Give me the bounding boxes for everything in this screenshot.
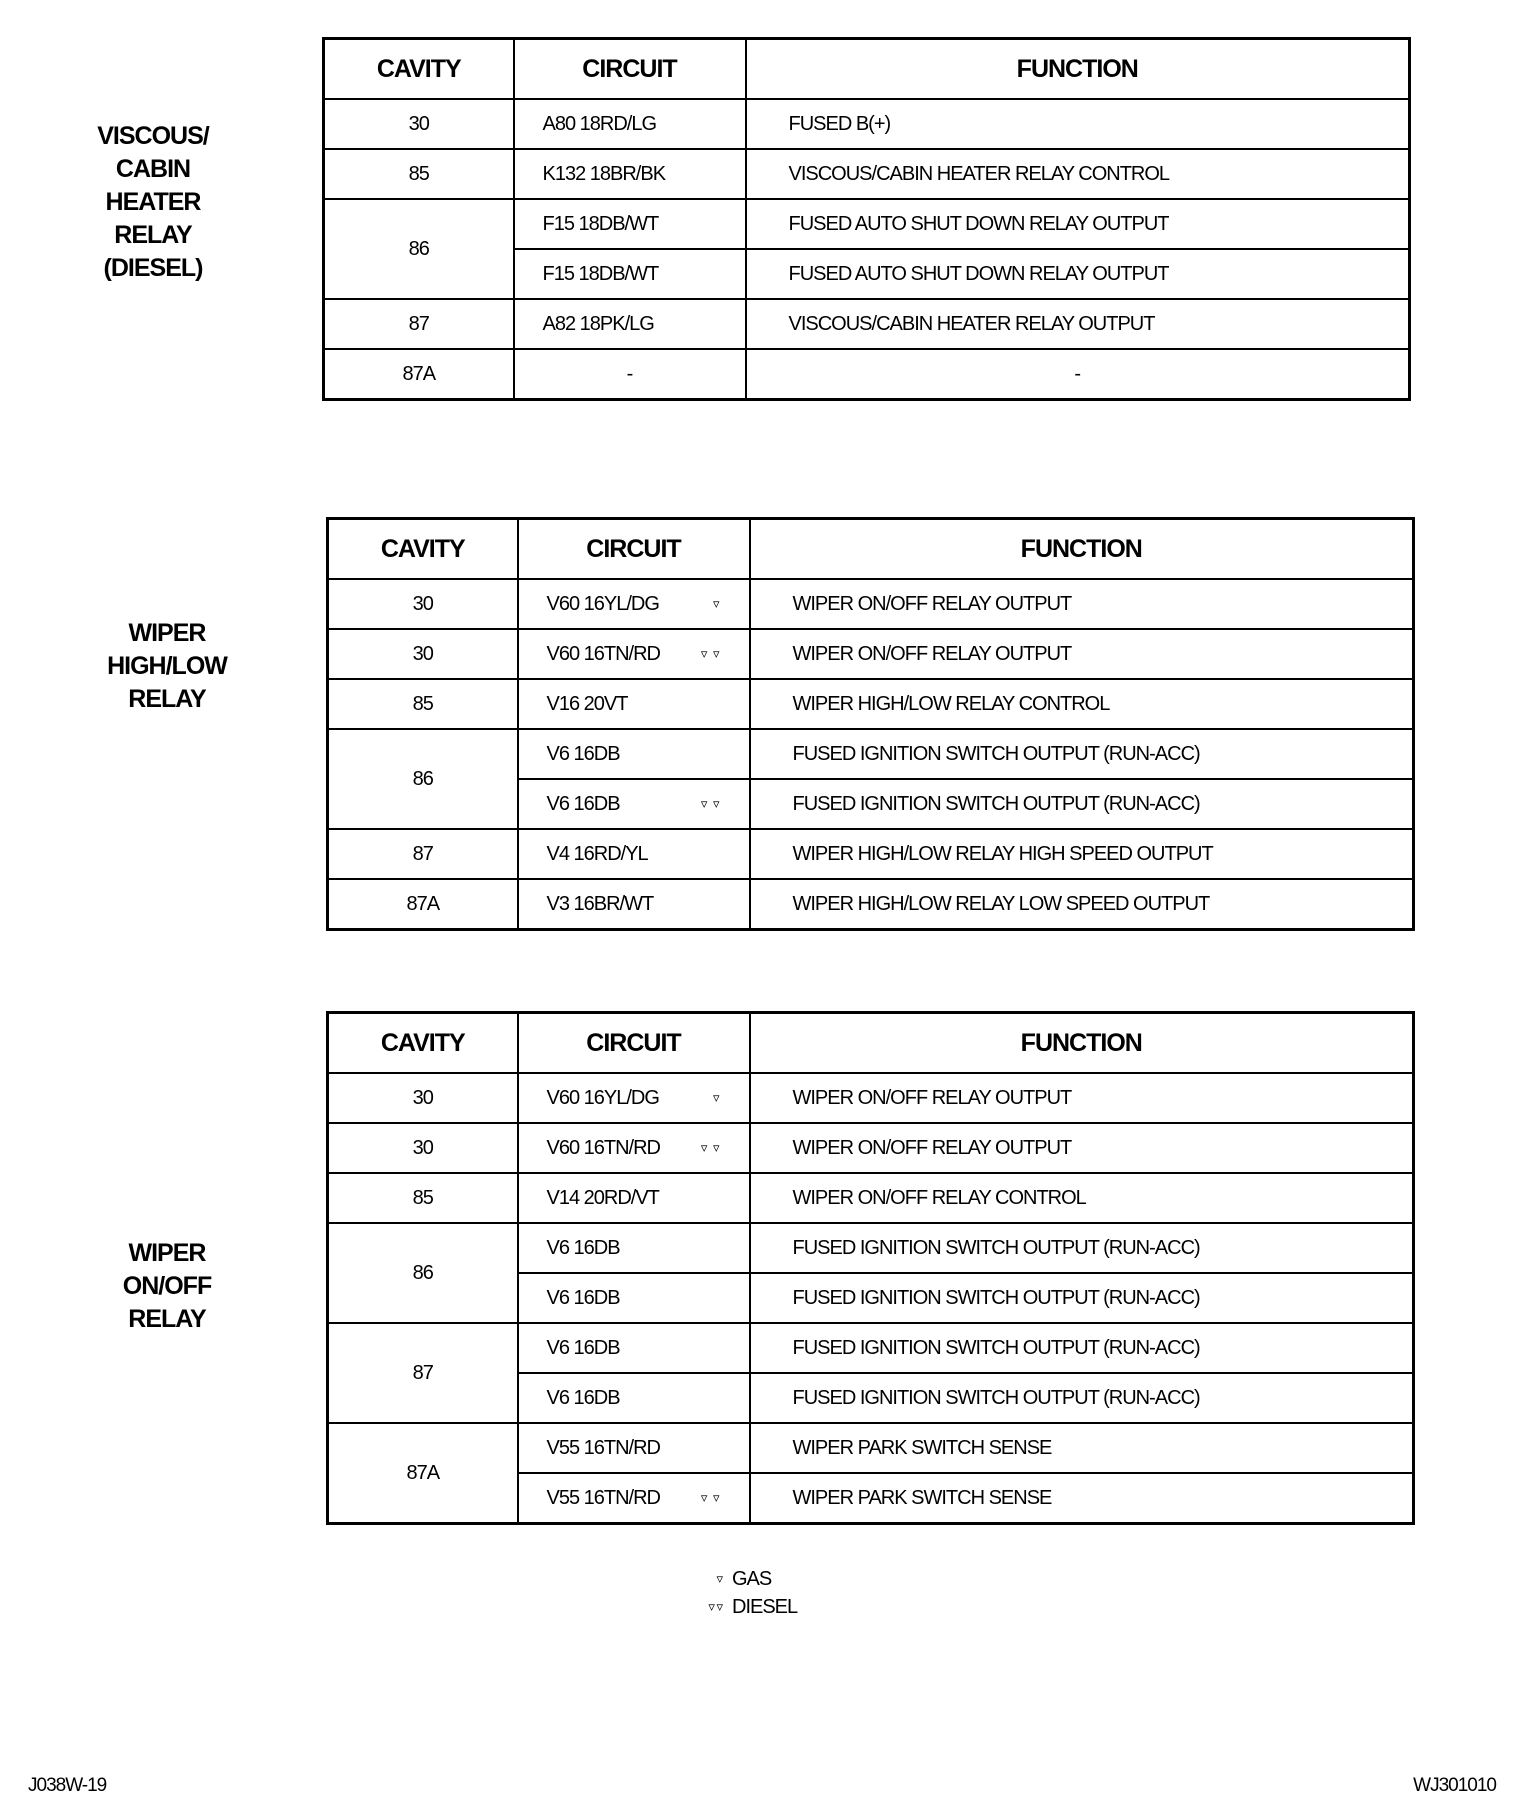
circuit-cell: V16 20VT [518,679,750,729]
function-cell: WIPER HIGH/LOW RELAY HIGH SPEED OUTPUT [750,829,1414,879]
diesel-marker-icon: ▿ ▿ [700,796,721,811]
diesel-marker-icon: ▿ ▿ [700,1140,721,1155]
circuit-cell: V55 16TN/RD ▿ ▿ [518,1473,750,1524]
table-row [328,1423,1414,1473]
function-cell: WIPER ON/OFF RELAY OUTPUT [750,579,1414,629]
header-function: FUNCTION [750,519,1414,580]
function-cell: WIPER PARK SWITCH SENSE [750,1423,1414,1473]
header-function: FUNCTION [746,39,1410,100]
function-cell: FUSED AUTO SHUT DOWN RELAY OUTPUT [746,249,1410,299]
function-cell: - [746,349,1410,400]
table-row [324,349,1410,400]
function-cell: FUSED AUTO SHUT DOWN RELAY OUTPUT [746,199,1410,249]
figure-code-right: WJ301010 [1413,1775,1496,1796]
cavity-cell: 86 [328,1223,518,1323]
table-row [328,1323,1414,1373]
circuit-cell: A80 18RD/LG [514,99,746,149]
function-cell: WIPER HIGH/LOW RELAY CONTROL [750,679,1414,729]
cavity-cell: 87 [324,299,514,349]
table-row [324,99,1410,149]
table-row [324,299,1410,349]
circuit-cell: V6 16DB [518,1273,750,1323]
cavity-cell: 86 [324,199,514,299]
cavity-cell: 30 [328,1123,518,1173]
legend-gas [682,1568,771,1591]
cavity-cell: 87 [328,829,518,879]
function-cell: WIPER PARK SWITCH SENSE [750,1473,1414,1524]
cavity-cell: 87A [328,879,518,930]
function-cell: FUSED IGNITION SWITCH OUTPUT (RUN-ACC) [750,1373,1414,1423]
circuit-cell: V6 16DB [518,1223,750,1273]
header-function: FUNCTION [750,1013,1414,1074]
header-cavity: CAVITY [328,519,518,580]
function-cell: VISCOUS/CABIN HEATER RELAY OUTPUT [746,299,1410,349]
header-circuit: CIRCUIT [514,39,746,100]
circuit-cell: V6 16DB [518,1323,750,1373]
cavity-cell: 85 [328,679,518,729]
legend-diesel [682,1596,797,1619]
wiper-high-low-relay-table [326,517,1415,931]
diesel-marker-icon: ▿ ▿ [700,646,721,661]
table-row [328,629,1414,679]
gas-marker-icon: ▿ [712,1090,721,1105]
circuit-cell: V60 16YL/DG ▿ [518,579,750,629]
cavity-cell: 30 [328,629,518,679]
table-row [328,829,1414,879]
function-cell: FUSED IGNITION SWITCH OUTPUT (RUN-ACC) [750,779,1414,829]
table-row [328,679,1414,729]
gas-marker-icon: ▿ [712,596,721,611]
cavity-cell: 85 [328,1173,518,1223]
function-cell: FUSED IGNITION SWITCH OUTPUT (RUN-ACC) [750,1323,1414,1373]
function-cell: WIPER ON/OFF RELAY OUTPUT [750,629,1414,679]
table-row [328,879,1414,930]
header-cavity: CAVITY [324,39,514,100]
diesel-marker-icon: ▿ ▿ [708,1599,722,1614]
figure-code-left: J038W-19 [28,1775,107,1796]
circuit-cell: V6 16DB [518,729,750,779]
gas-marker-icon: ▿ [716,1571,722,1586]
table-row [328,579,1414,629]
header-row [328,1013,1414,1074]
circuit-cell: F15 18DB/WT [514,249,746,299]
function-cell: FUSED IGNITION SWITCH OUTPUT (RUN-ACC) [750,1273,1414,1323]
table-row [328,1123,1414,1173]
table-row [324,149,1410,199]
circuit-cell: K132 18BR/BK [514,149,746,199]
cavity-cell: 87A [324,349,514,400]
header-circuit: CIRCUIT [518,519,750,580]
table-row [328,1173,1414,1223]
relay-label-wiper-on-off: WIPER ON/OFF RELAY [122,1239,212,1333]
wiper-on-off-relay-table [326,1011,1415,1525]
circuit-cell: F15 18DB/WT [514,199,746,249]
cavity-cell: 85 [324,149,514,199]
legend-diesel-label: DIESEL [732,1596,798,1618]
function-cell: VISCOUS/CABIN HEATER RELAY CONTROL [746,149,1410,199]
table-row [328,1073,1414,1123]
function-cell: FUSED B(+) [746,99,1410,149]
function-cell: WIPER ON/OFF RELAY CONTROL [750,1173,1414,1223]
header-circuit: CIRCUIT [518,1013,750,1074]
cavity-cell: 86 [328,729,518,829]
table-row [324,199,1410,249]
table-row [328,729,1414,779]
cavity-cell: 30 [324,99,514,149]
circuit-cell: - [514,349,746,400]
function-cell: WIPER HIGH/LOW RELAY LOW SPEED OUTPUT [750,879,1414,930]
relay-label-wiper-high-low: WIPER HIGH/LOW RELAY [107,619,227,713]
legend-gas-label: GAS [732,1568,772,1590]
table-row [328,1223,1414,1273]
circuit-cell: V55 16TN/RD [518,1423,750,1473]
circuit-cell: V60 16TN/RD ▿ ▿ [518,629,750,679]
cavity-cell: 87 [328,1323,518,1423]
circuit-cell: V14 20RD/VT [518,1173,750,1223]
function-cell: WIPER ON/OFF RELAY OUTPUT [750,1073,1414,1123]
diesel-marker-icon: ▿ ▿ [700,1490,721,1505]
cavity-cell: 30 [328,1073,518,1123]
circuit-cell: V6 16DB ▿ ▿ [518,779,750,829]
circuit-cell: V60 16TN/RD ▿ ▿ [518,1123,750,1173]
circuit-cell: V4 16RD/YL [518,829,750,879]
viscous-relay-table [322,37,1411,401]
cavity-cell: 87A [328,1423,518,1524]
relay-label-viscous: VISCOUS/ CABIN HEATER RELAY (DIESEL) [97,122,209,282]
circuit-cell: V60 16YL/DG ▿ [518,1073,750,1123]
header-row [328,519,1414,580]
function-cell: FUSED IGNITION SWITCH OUTPUT (RUN-ACC) [750,729,1414,779]
header-cavity: CAVITY [328,1013,518,1074]
circuit-cell: A82 18PK/LG [514,299,746,349]
circuit-cell: V3 16BR/WT [518,879,750,930]
cavity-cell: 30 [328,579,518,629]
circuit-cell: V6 16DB [518,1373,750,1423]
function-cell: FUSED IGNITION SWITCH OUTPUT (RUN-ACC) [750,1223,1414,1273]
function-cell: WIPER ON/OFF RELAY OUTPUT [750,1123,1414,1173]
header-row [324,39,1410,100]
